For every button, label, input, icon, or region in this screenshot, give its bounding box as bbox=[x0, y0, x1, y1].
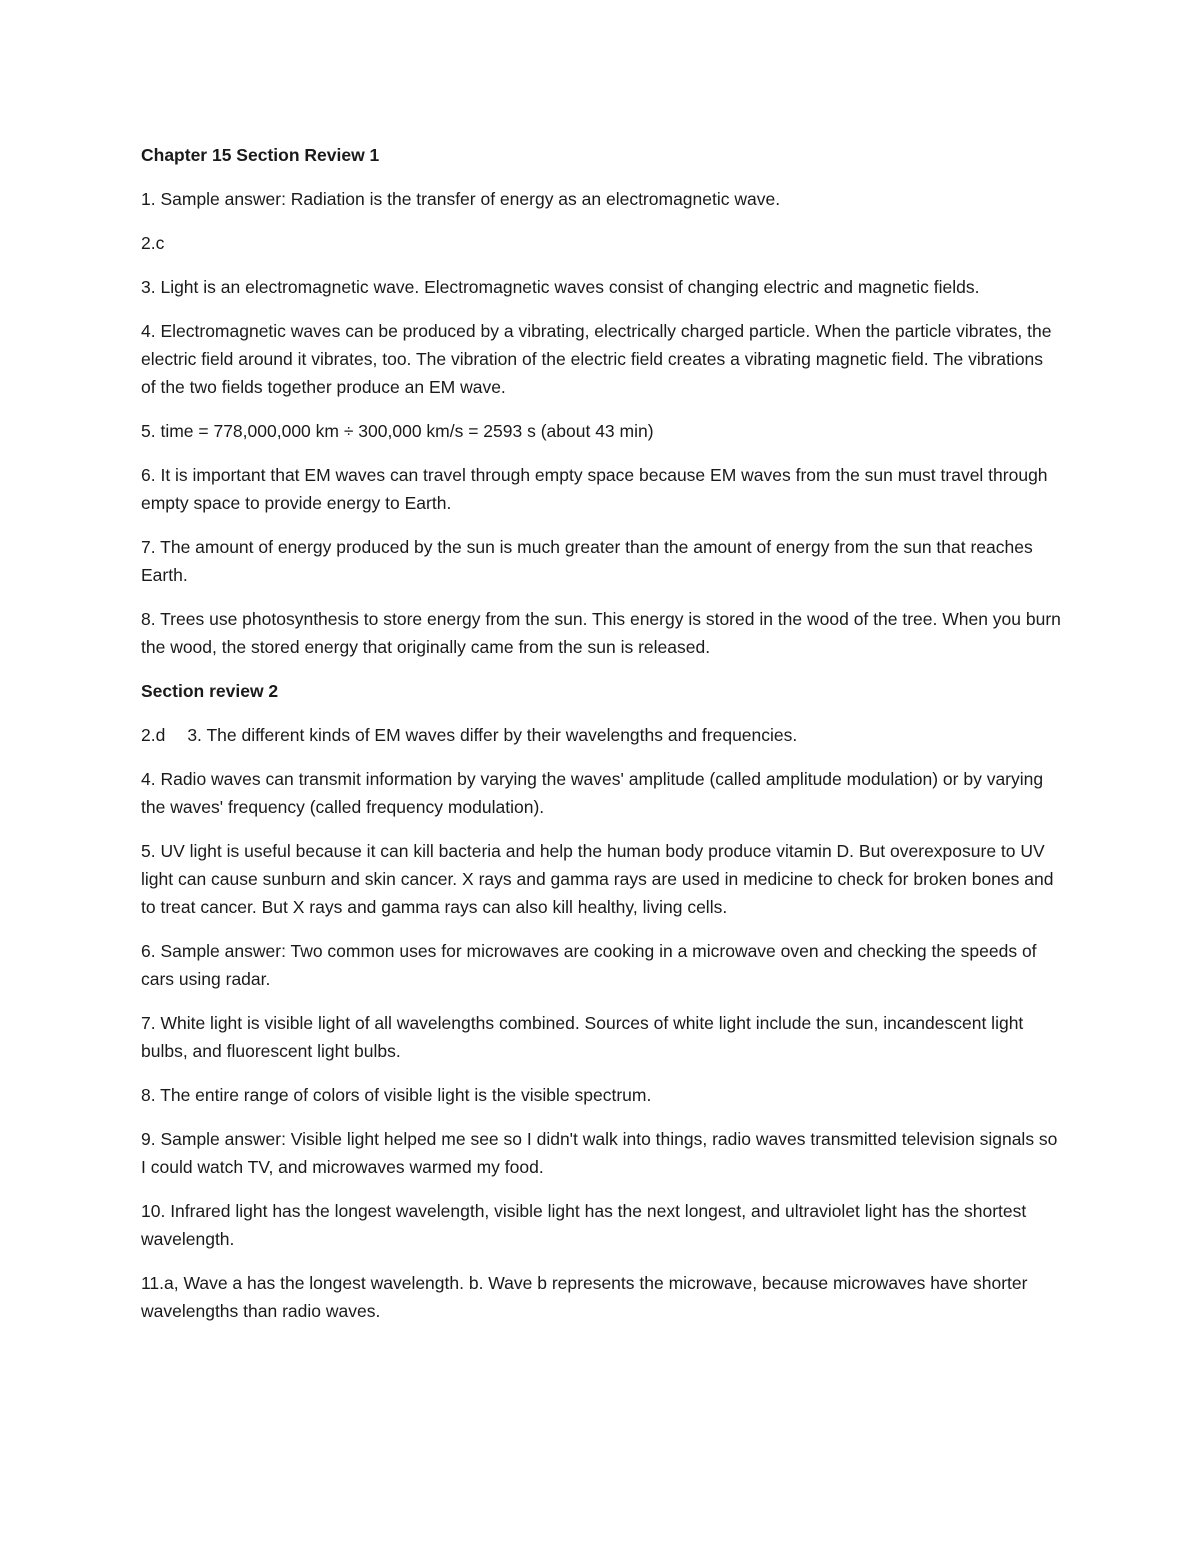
s2-answer-4: 4. Radio waves can transmit information by varying the waves' amplitude (called amplitude modulation) or by varying the waves' frequency (called frequency modulation). bbox=[141, 769, 1044, 817]
s1-answer-1: 1. Sample answer: Radiation is the transfer of energy as an electromagnetic wave. bbox=[141, 189, 781, 209]
s2-answer-6: 6. Sample answer: Two common uses for microwaves are cooking in a microwave oven and checking the speeds of cars using radar. bbox=[141, 941, 1037, 989]
s2-answer-7: 7. White light is visible light of all wavelengths combined. Sources of white light include the sun, incandescent light bulbs, and fluorescent light bulbs. bbox=[141, 1013, 1024, 1061]
s2-answer-2-3-line bbox=[141, 721, 1061, 749]
section-1-heading: Chapter 15 Section Review 1 bbox=[141, 145, 380, 165]
section-2-heading: Section review 2 bbox=[141, 681, 279, 701]
s1-answer-3: 3. Light is an electromagnetic wave. Electromagnetic waves consist of changing electric and magnetic fields. bbox=[141, 277, 980, 297]
s2-answer-3: 3. The different kinds of EM waves differ by their wavelengths and frequencies. bbox=[187, 725, 798, 745]
s2-answer-5: 5. UV light is useful because it can kill bacteria and help the human body produce vitamin D. But overexposure to UV light can cause sunburn and skin cancer. X rays and gamma rays are used in medicine to check for broken bones and to treat cancer. But X rays and gamma rays can also kill healthy, living cells. bbox=[141, 841, 1054, 917]
document-page bbox=[141, 141, 1061, 1341]
s1-answer-6: 6. It is important that EM waves can travel through empty space because EM waves from the sun must travel through empty space to provide energy to Earth. bbox=[141, 465, 1048, 513]
s2-answer-2: 2.d bbox=[141, 725, 166, 745]
s2-answer-10: 10. Infrared light has the longest wavelength, visible light has the next longest, and ultraviolet light has the shortest wavelength. bbox=[141, 1201, 1027, 1249]
s1-answer-2: 2.c bbox=[141, 233, 165, 253]
s1-answer-4: 4. Electromagnetic waves can be produced by a vibrating, electrically charged particle. When the particle vibrates, the electric field around it vibrates, too. The vibration of the electric field creates a vibrating magnetic field. The vibrations of the two fields together produce an EM wave. bbox=[141, 321, 1052, 397]
s1-answer-8: 8. Trees use photosynthesis to store energy from the sun. This energy is stored in the wood of the tree. When you burn the wood, the stored energy that originally came from the sun is released. bbox=[141, 609, 1061, 657]
s2-answer-11: 11.a, Wave a has the longest wavelength. b. Wave b represents the microwave, because microwaves have shorter wavelengths than radio waves. bbox=[141, 1273, 1028, 1321]
s1-answer-5: 5. time = 778,000,000 km ÷ 300,000 km/s = 2593 s (about 43 min) bbox=[141, 421, 654, 441]
s2-answer-9: 9. Sample answer: Visible light helped me see so I didn't walk into things, radio waves transmitted television signals so I could watch TV, and microwaves warmed my food. bbox=[141, 1129, 1058, 1177]
s1-answer-7: 7. The amount of energy produced by the sun is much greater than the amount of energy from the sun that reaches Earth. bbox=[141, 537, 1033, 585]
s2-answer-8: 8. The entire range of colors of visible light is the visible spectrum. bbox=[141, 1085, 652, 1105]
